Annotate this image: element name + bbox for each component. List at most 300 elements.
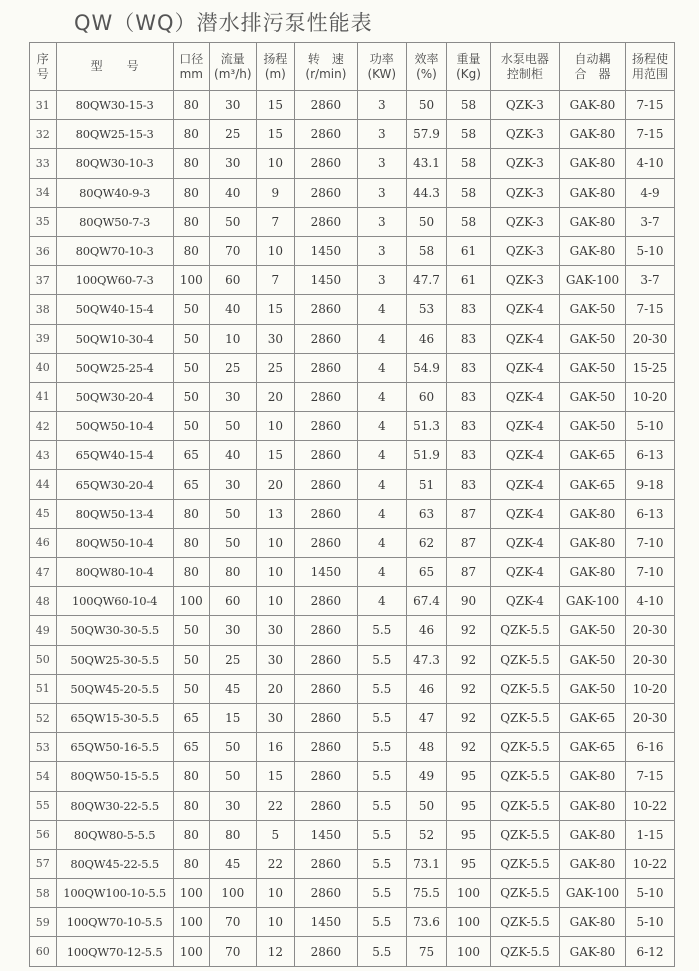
cell-weight: 58	[447, 120, 491, 149]
table-row	[30, 178, 675, 207]
table-row	[30, 558, 675, 587]
cell-model: 80QW30-22-5.5	[56, 791, 173, 820]
cell-auto-coupling: GAK-100	[559, 587, 625, 616]
header-diameter-line: 口径	[179, 51, 204, 66]
cell-index: 55	[30, 791, 57, 820]
header-power-line: (KW)	[367, 66, 397, 81]
cell-efficiency: 48	[406, 733, 446, 762]
table-row	[30, 528, 675, 557]
cell-flow: 10	[209, 324, 256, 353]
cell-diameter: 100	[173, 266, 209, 295]
table-row	[30, 791, 675, 820]
cell-model: 65QW50-16-5.5	[56, 733, 173, 762]
cell-auto-coupling: GAK-50	[559, 382, 625, 411]
cell-efficiency: 51.3	[406, 412, 446, 441]
cell-diameter: 80	[173, 558, 209, 587]
cell-weight: 83	[447, 353, 491, 382]
cell-head: 10	[256, 528, 294, 557]
cell-speed: 1450	[295, 236, 358, 265]
cell-diameter: 100	[173, 937, 209, 966]
cell-head-range: 20-30	[625, 324, 674, 353]
cell-control-cabinet: QZK-5.5	[490, 908, 559, 937]
cell-flow: 50	[209, 528, 256, 557]
cell-speed: 2860	[295, 528, 358, 557]
header-auto-coupling	[559, 43, 625, 91]
cell-model: 65QW15-30-5.5	[56, 703, 173, 732]
cell-weight: 83	[447, 412, 491, 441]
cell-index: 58	[30, 879, 57, 908]
cell-speed: 2860	[295, 791, 358, 820]
cell-power: 4	[357, 382, 406, 411]
cell-efficiency: 60	[406, 382, 446, 411]
cell-power: 5.5	[357, 937, 406, 966]
cell-auto-coupling: GAK-80	[559, 236, 625, 265]
header-control-cabinet	[490, 43, 559, 91]
cell-model: 50QW25-30-5.5	[56, 645, 173, 674]
cell-efficiency: 47.7	[406, 266, 446, 295]
cell-control-cabinet: QZK-5.5	[490, 616, 559, 645]
cell-weight: 87	[447, 499, 491, 528]
cell-control-cabinet: QZK-5.5	[490, 762, 559, 791]
cell-head: 10	[256, 587, 294, 616]
table-row	[30, 762, 675, 791]
cell-head-range: 4-9	[625, 178, 674, 207]
cell-auto-coupling: GAK-80	[559, 791, 625, 820]
cell-flow: 40	[209, 295, 256, 324]
cell-index: 39	[30, 324, 57, 353]
cell-index: 51	[30, 674, 57, 703]
cell-efficiency: 53	[406, 295, 446, 324]
cell-speed: 2860	[295, 703, 358, 732]
cell-control-cabinet: QZK-5.5	[490, 820, 559, 849]
cell-model: 100QW70-12-5.5	[56, 937, 173, 966]
header-index	[30, 43, 57, 91]
cell-index: 50	[30, 645, 57, 674]
cell-index: 43	[30, 441, 57, 470]
cell-index: 59	[30, 908, 57, 937]
cell-diameter: 65	[173, 733, 209, 762]
cell-weight: 61	[447, 236, 491, 265]
cell-head-range: 6-12	[625, 937, 674, 966]
cell-model: 80QW50-10-4	[56, 528, 173, 557]
cell-index: 31	[30, 91, 57, 120]
cell-model: 65QW30-20-4	[56, 470, 173, 499]
cell-power: 5.5	[357, 791, 406, 820]
cell-diameter: 80	[173, 499, 209, 528]
header-speed-line: 转 速	[307, 51, 344, 66]
cell-head: 7	[256, 266, 294, 295]
cell-index: 32	[30, 120, 57, 149]
cell-model: 100QW60-10-4	[56, 587, 173, 616]
cell-efficiency: 47.3	[406, 645, 446, 674]
cell-flow: 30	[209, 91, 256, 120]
cell-flow: 50	[209, 412, 256, 441]
cell-head: 20	[256, 674, 294, 703]
cell-diameter: 80	[173, 207, 209, 236]
cell-head-range: 6-13	[625, 499, 674, 528]
cell-diameter: 80	[173, 791, 209, 820]
cell-flow: 25	[209, 645, 256, 674]
cell-auto-coupling: GAK-50	[559, 324, 625, 353]
table-row	[30, 441, 675, 470]
cell-power: 4	[357, 470, 406, 499]
cell-auto-coupling: GAK-80	[559, 499, 625, 528]
cell-index: 46	[30, 528, 57, 557]
cell-weight: 83	[447, 470, 491, 499]
header-speed	[295, 43, 358, 91]
cell-auto-coupling: GAK-65	[559, 733, 625, 762]
cell-head: 20	[256, 470, 294, 499]
cell-control-cabinet: QZK-3	[490, 236, 559, 265]
cell-model: 100QW60-7-3	[56, 266, 173, 295]
table-row	[30, 645, 675, 674]
cell-control-cabinet: QZK-3	[490, 266, 559, 295]
cell-flow: 80	[209, 558, 256, 587]
header-head-range	[625, 43, 674, 91]
cell-speed: 2860	[295, 149, 358, 178]
cell-diameter: 80	[173, 120, 209, 149]
cell-head: 5	[256, 820, 294, 849]
cell-weight: 92	[447, 703, 491, 732]
cell-power: 4	[357, 353, 406, 382]
cell-weight: 92	[447, 733, 491, 762]
cell-power: 3	[357, 91, 406, 120]
cell-control-cabinet: QZK-4	[490, 295, 559, 324]
cell-head-range: 7-15	[625, 91, 674, 120]
cell-weight: 95	[447, 762, 491, 791]
cell-model: 80QW45-22-5.5	[56, 849, 173, 878]
cell-power: 3	[357, 120, 406, 149]
cell-weight: 87	[447, 528, 491, 557]
cell-weight: 61	[447, 266, 491, 295]
header-head-range-line: 扬程使	[631, 51, 668, 66]
cell-head: 10	[256, 412, 294, 441]
cell-weight: 83	[447, 382, 491, 411]
header-efficiency-line: 效率	[414, 51, 439, 66]
table-row	[30, 353, 675, 382]
header-weight-line: 重量	[456, 51, 481, 66]
cell-speed: 1450	[295, 908, 358, 937]
cell-speed: 2860	[295, 295, 358, 324]
cell-control-cabinet: QZK-4	[490, 470, 559, 499]
table-row	[30, 266, 675, 295]
cell-flow: 50	[209, 733, 256, 762]
cell-flow: 50	[209, 499, 256, 528]
cell-auto-coupling: GAK-80	[559, 558, 625, 587]
cell-speed: 2860	[295, 762, 358, 791]
cell-power: 5.5	[357, 645, 406, 674]
cell-flow: 50	[209, 207, 256, 236]
cell-efficiency: 46	[406, 674, 446, 703]
cell-flow: 30	[209, 149, 256, 178]
cell-power: 3	[357, 266, 406, 295]
cell-head: 12	[256, 937, 294, 966]
header-auto-coupling-line: 自动耦	[574, 51, 611, 66]
cell-flow: 70	[209, 908, 256, 937]
cell-efficiency: 49	[406, 762, 446, 791]
cell-head-range: 5-10	[625, 908, 674, 937]
cell-flow: 15	[209, 703, 256, 732]
cell-head: 22	[256, 849, 294, 878]
cell-index: 35	[30, 207, 57, 236]
table-row	[30, 879, 675, 908]
cell-model: 80QW80-5-5.5	[56, 820, 173, 849]
table-row	[30, 616, 675, 645]
cell-control-cabinet: QZK-4	[490, 558, 559, 587]
cell-diameter: 80	[173, 762, 209, 791]
cell-power: 3	[357, 149, 406, 178]
cell-index: 42	[30, 412, 57, 441]
cell-diameter: 50	[173, 353, 209, 382]
cell-head: 30	[256, 324, 294, 353]
cell-speed: 2860	[295, 937, 358, 966]
cell-control-cabinet: QZK-3	[490, 91, 559, 120]
cell-model: 50QW25-25-4	[56, 353, 173, 382]
cell-auto-coupling: GAK-80	[559, 528, 625, 557]
cell-speed: 2860	[295, 412, 358, 441]
cell-power: 4	[357, 441, 406, 470]
cell-head: 7	[256, 207, 294, 236]
cell-index: 52	[30, 703, 57, 732]
cell-efficiency: 50	[406, 207, 446, 236]
cell-weight: 83	[447, 441, 491, 470]
table-row	[30, 674, 675, 703]
cell-diameter: 100	[173, 908, 209, 937]
cell-power: 4	[357, 324, 406, 353]
table-row	[30, 499, 675, 528]
cell-diameter: 65	[173, 441, 209, 470]
cell-diameter: 65	[173, 470, 209, 499]
cell-auto-coupling: GAK-100	[559, 879, 625, 908]
page-title: QW（WQ）潜水排污泵性能表	[74, 11, 373, 35]
cell-efficiency: 46	[406, 616, 446, 645]
header-weight-line: (Kg)	[456, 66, 481, 81]
cell-head: 15	[256, 441, 294, 470]
cell-diameter: 100	[173, 879, 209, 908]
cell-diameter: 50	[173, 382, 209, 411]
cell-auto-coupling: GAK-80	[559, 207, 625, 236]
cell-diameter: 80	[173, 528, 209, 557]
header-control-cabinet-line: 水泵电器	[500, 51, 549, 66]
cell-speed: 2860	[295, 120, 358, 149]
cell-index: 40	[30, 353, 57, 382]
header-model-line: 型 号	[90, 59, 139, 73]
cell-control-cabinet: QZK-5.5	[490, 703, 559, 732]
cell-speed: 2860	[295, 178, 358, 207]
cell-auto-coupling: GAK-50	[559, 412, 625, 441]
cell-power: 5.5	[357, 908, 406, 937]
cell-control-cabinet: QZK-4	[490, 353, 559, 382]
cell-efficiency: 54.9	[406, 353, 446, 382]
cell-model: 50QW45-20-5.5	[56, 674, 173, 703]
cell-auto-coupling: GAK-50	[559, 616, 625, 645]
cell-head: 15	[256, 120, 294, 149]
cell-speed: 2860	[295, 499, 358, 528]
cell-speed: 2860	[295, 470, 358, 499]
cell-speed: 2860	[295, 674, 358, 703]
cell-flow: 70	[209, 236, 256, 265]
cell-head-range: 7-15	[625, 762, 674, 791]
table-row	[30, 412, 675, 441]
cell-head-range: 5-10	[625, 412, 674, 441]
cell-head-range: 10-20	[625, 382, 674, 411]
cell-efficiency: 46	[406, 324, 446, 353]
header-diameter-line: mm	[179, 66, 203, 81]
cell-efficiency: 51	[406, 470, 446, 499]
cell-control-cabinet: QZK-4	[490, 412, 559, 441]
cell-model: 50QW40-15-4	[56, 295, 173, 324]
table-row	[30, 120, 675, 149]
cell-head-range: 7-10	[625, 558, 674, 587]
cell-model: 65QW40-15-4	[56, 441, 173, 470]
cell-control-cabinet: QZK-4	[490, 324, 559, 353]
header-flow-line: 流量	[220, 51, 245, 66]
header-power-line: 功率	[369, 51, 394, 66]
cell-auto-coupling: GAK-80	[559, 849, 625, 878]
cell-model: 50QW50-10-4	[56, 412, 173, 441]
cell-head-range: 10-22	[625, 849, 674, 878]
table-row	[30, 908, 675, 937]
cell-index: 54	[30, 762, 57, 791]
cell-auto-coupling: GAK-50	[559, 353, 625, 382]
header-efficiency-line: (%)	[416, 66, 437, 81]
cell-head-range: 10-22	[625, 791, 674, 820]
table-row	[30, 382, 675, 411]
cell-head-range: 20-30	[625, 616, 674, 645]
cell-weight: 83	[447, 295, 491, 324]
cell-head-range: 10-20	[625, 674, 674, 703]
cell-model: 50QW30-30-5.5	[56, 616, 173, 645]
cell-weight: 95	[447, 820, 491, 849]
cell-control-cabinet: QZK-4	[490, 382, 559, 411]
cell-head: 9	[256, 178, 294, 207]
cell-head: 15	[256, 295, 294, 324]
cell-control-cabinet: QZK-5.5	[490, 645, 559, 674]
cell-power: 5.5	[357, 762, 406, 791]
cell-flow: 100	[209, 879, 256, 908]
cell-efficiency: 52	[406, 820, 446, 849]
cell-flow: 60	[209, 266, 256, 295]
table-header-row	[30, 43, 675, 91]
cell-head-range: 20-30	[625, 645, 674, 674]
cell-auto-coupling: GAK-80	[559, 91, 625, 120]
cell-power: 3	[357, 207, 406, 236]
cell-weight: 95	[447, 791, 491, 820]
cell-index: 41	[30, 382, 57, 411]
cell-index: 36	[30, 236, 57, 265]
header-auto-coupling-line: 合 器	[574, 66, 611, 81]
header-power	[357, 43, 406, 91]
cell-head-range: 7-10	[625, 528, 674, 557]
cell-index: 38	[30, 295, 57, 324]
cell-index: 48	[30, 587, 57, 616]
cell-diameter: 80	[173, 178, 209, 207]
cell-weight: 92	[447, 674, 491, 703]
cell-power: 5.5	[357, 703, 406, 732]
cell-efficiency: 75	[406, 937, 446, 966]
cell-power: 5.5	[357, 674, 406, 703]
cell-head-range: 15-25	[625, 353, 674, 382]
cell-diameter: 80	[173, 149, 209, 178]
cell-head-range: 20-30	[625, 703, 674, 732]
cell-weight: 90	[447, 587, 491, 616]
table-row	[30, 937, 675, 966]
cell-auto-coupling: GAK-80	[559, 178, 625, 207]
cell-speed: 2860	[295, 441, 358, 470]
cell-flow: 25	[209, 120, 256, 149]
cell-control-cabinet: QZK-3	[490, 149, 559, 178]
cell-index: 53	[30, 733, 57, 762]
cell-weight: 100	[447, 937, 491, 966]
cell-head-range: 5-10	[625, 236, 674, 265]
table-row	[30, 470, 675, 499]
cell-control-cabinet: QZK-4	[490, 499, 559, 528]
cell-diameter: 80	[173, 820, 209, 849]
cell-head: 30	[256, 703, 294, 732]
cell-power: 5.5	[357, 616, 406, 645]
cell-head: 10	[256, 236, 294, 265]
cell-head-range: 5-10	[625, 879, 674, 908]
cell-control-cabinet: QZK-3	[490, 178, 559, 207]
cell-speed: 2860	[295, 733, 358, 762]
cell-power: 5.5	[357, 879, 406, 908]
cell-weight: 83	[447, 324, 491, 353]
cell-weight: 58	[447, 91, 491, 120]
cell-auto-coupling: GAK-65	[559, 703, 625, 732]
cell-weight: 92	[447, 616, 491, 645]
cell-head: 30	[256, 616, 294, 645]
cell-auto-coupling: GAK-80	[559, 937, 625, 966]
cell-model: 80QW40-9-3	[56, 178, 173, 207]
cell-head-range: 3-7	[625, 266, 674, 295]
cell-speed: 2860	[295, 587, 358, 616]
cell-index: 45	[30, 499, 57, 528]
cell-flow: 40	[209, 441, 256, 470]
cell-weight: 100	[447, 908, 491, 937]
cell-weight: 100	[447, 879, 491, 908]
cell-power: 4	[357, 587, 406, 616]
table-row	[30, 236, 675, 265]
cell-flow: 30	[209, 791, 256, 820]
cell-power: 5.5	[357, 849, 406, 878]
cell-model: 80QW70-10-3	[56, 236, 173, 265]
cell-efficiency: 67.4	[406, 587, 446, 616]
cell-efficiency: 73.6	[406, 908, 446, 937]
header-efficiency	[406, 43, 446, 91]
cell-diameter: 50	[173, 324, 209, 353]
cell-head: 10	[256, 908, 294, 937]
cell-head: 22	[256, 791, 294, 820]
cell-diameter: 50	[173, 674, 209, 703]
cell-weight: 58	[447, 178, 491, 207]
cell-auto-coupling: GAK-65	[559, 441, 625, 470]
cell-index: 57	[30, 849, 57, 878]
cell-efficiency: 62	[406, 528, 446, 557]
table-body	[30, 91, 675, 967]
cell-flow: 45	[209, 674, 256, 703]
cell-head: 13	[256, 499, 294, 528]
cell-head-range: 1-15	[625, 820, 674, 849]
cell-control-cabinet: QZK-5.5	[490, 733, 559, 762]
header-index-line: 序	[36, 51, 49, 66]
cell-flow: 45	[209, 849, 256, 878]
cell-control-cabinet: QZK-5.5	[490, 674, 559, 703]
cell-head: 10	[256, 558, 294, 587]
cell-model: 50QW30-20-4	[56, 382, 173, 411]
cell-head-range: 4-10	[625, 149, 674, 178]
header-head-range-line: 用范围	[631, 66, 668, 81]
cell-control-cabinet: QZK-5.5	[490, 937, 559, 966]
